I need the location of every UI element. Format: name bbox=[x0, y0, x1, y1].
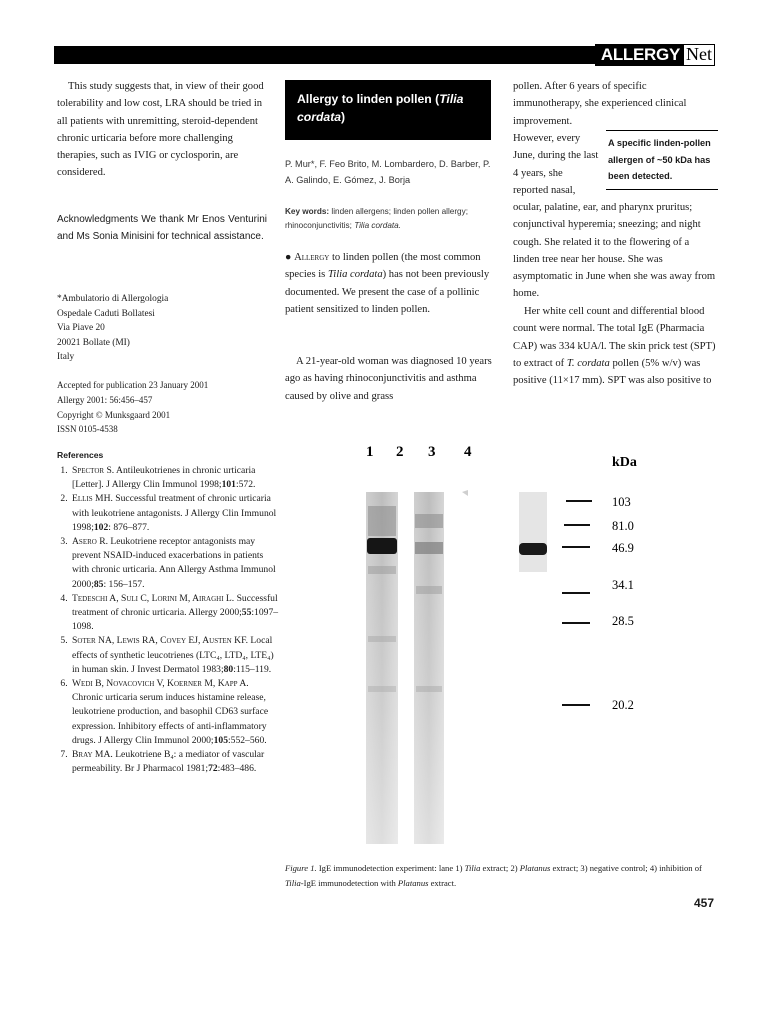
caption-text: -IgE immunodetection with bbox=[300, 878, 398, 888]
caption-italic: Platanus bbox=[397, 878, 429, 888]
marker-lane bbox=[519, 492, 547, 572]
article-title: Allergy to linden pollen (Tilia cordata) bbox=[297, 92, 464, 124]
brand-net: Net bbox=[683, 44, 715, 66]
reference-volume: 102 bbox=[93, 521, 109, 533]
marker-label: 46.9 bbox=[612, 541, 634, 555]
pubinfo-line: Allergy 2001: 56:456–457 bbox=[57, 394, 153, 405]
address-line: 20021 Bollate (MI) bbox=[57, 337, 130, 348]
reference-text: Antileukotrienes in chronic urticaria [Letter]. J Allergy Clin Immunol 1998; bbox=[72, 465, 256, 491]
ack-text: We thank Mr Enos Venturini and Ms Sonia Minisini for technical assistance. bbox=[57, 214, 267, 243]
caption-label: Figure 1. bbox=[285, 863, 317, 873]
marker-tick-28.5 bbox=[562, 614, 634, 628]
reference-text: Successful treatment of chronic urticaria with leukotriene antagonists. J Allergy Clin Immunol 1998; bbox=[72, 493, 277, 533]
reference-text: Leukotriene receptor antagonists may prevent NSAID-induced exacerbations in patients with chronic urticaria. Ann Allergy Asthma Immunol 2000; bbox=[72, 536, 276, 590]
blot-lane-1 bbox=[366, 492, 398, 844]
references-heading: References bbox=[57, 450, 104, 460]
caption-text: extract; 2) bbox=[480, 863, 520, 873]
reference-text: Local effects of synthetic leucotrienes (LTC₄, LTD₄, LTE₄) in human skin. J Invest Dermatol 1983; bbox=[72, 635, 274, 675]
address-line: Italy bbox=[57, 352, 75, 362]
ack-label: Acknowledgments bbox=[57, 214, 139, 225]
caption-italic: Platanus bbox=[519, 863, 551, 873]
author-list: P. Mur*, F. Feo Brito, M. Lombardero, D. Barber, P. A. Galindo, E. Gómez, J. Borja bbox=[285, 159, 491, 185]
figure-caption bbox=[285, 861, 721, 891]
reference-authors: Wedi B, Novacovich V, Koerner M, Kapp A. bbox=[72, 678, 249, 690]
col3-text: Her white cell count and differential blood count were normal. The total IgE (Pharmacia CAP) was 334 kUA/l. The skin prick test (SPT) to extract of bbox=[513, 306, 716, 369]
address-line: *Ambulatorio di Allergologia bbox=[57, 294, 169, 304]
reference-volume: 72 bbox=[208, 763, 218, 775]
reference-volume: 55 bbox=[241, 607, 252, 619]
keywords-label: Key words: bbox=[285, 207, 330, 216]
para1-text-end: ) has not been previously documented. We present the case of a pollinic patient sensitized to linden pollen. bbox=[285, 269, 490, 315]
reference-pages: : 876–877. bbox=[108, 521, 150, 533]
col3-species: T. cordata bbox=[566, 357, 610, 369]
reference-text: Successful treatment of chronic urticaria. Allergy 2000; bbox=[72, 592, 278, 619]
reference-authors: Bray MA. bbox=[72, 749, 113, 761]
reference-item bbox=[70, 492, 280, 535]
reference-authors: Ellis MH. bbox=[72, 493, 113, 505]
col3-para-b: However, every June, during the last 4 years, she reported nasal, bbox=[513, 133, 599, 196]
brand-main: ALLERGY bbox=[595, 44, 683, 66]
pubinfo-line: Copyright © Munksgaard 2001 bbox=[57, 409, 171, 420]
marker-label: 34.1 bbox=[612, 578, 634, 592]
reference-pages: :115–119. bbox=[233, 663, 272, 675]
marker-tick-46.9 bbox=[562, 541, 634, 555]
address-line: Ospedale Caduti Bollatesi bbox=[57, 308, 155, 319]
marker-label: 81.0 bbox=[612, 519, 634, 533]
para1-text: to linden pollen (the most common species is bbox=[285, 252, 481, 281]
reference-pages: :1097–1098. bbox=[72, 607, 279, 633]
reference-item bbox=[70, 535, 280, 592]
keywords-italic: Tilia cordata. bbox=[354, 221, 401, 230]
abstract-paragraph bbox=[285, 249, 495, 318]
blot-image bbox=[356, 436, 716, 848]
kda-title: kDa bbox=[612, 455, 637, 470]
reference-item bbox=[70, 748, 280, 776]
col3-text-end: pollen (5% w/v) was positive (11×17 mm). SPT was also positive to bbox=[513, 357, 712, 387]
caption-italic: Tilia bbox=[285, 878, 301, 888]
address-line: Via Piave 20 bbox=[57, 323, 105, 333]
col3-para-c bbox=[513, 303, 718, 389]
reference-authors: Asero R. bbox=[72, 536, 109, 548]
reference-item bbox=[70, 592, 280, 635]
blot-lane-2-3 bbox=[414, 492, 444, 844]
marker-tick-34.1 bbox=[562, 578, 634, 594]
reference-pages: :552–560. bbox=[228, 734, 267, 746]
keywords-text: linden allergens; linden pollen allergy; rhinoconjunctivitis; bbox=[285, 207, 468, 230]
allergynet-logo bbox=[595, 44, 715, 66]
blot-lane-4 bbox=[462, 490, 468, 496]
immunoblot-figure bbox=[356, 436, 676, 846]
reference-authors: Spector S. bbox=[72, 465, 115, 476]
reference-item bbox=[70, 464, 280, 492]
col3-para-b2: ocular, palatine, ear, and pharynx pruritus; conjunctival hyperemia; sneezing; and night cough. She related it to the flowering of a linden tree near her house. She was asymptomatic in June when she was away from home. bbox=[513, 202, 716, 300]
page-number: 457 bbox=[693, 896, 714, 910]
caption-italic: Tilia bbox=[464, 863, 481, 873]
reference-item bbox=[70, 634, 280, 677]
reference-pages: :572. bbox=[235, 479, 256, 491]
article-title-box bbox=[285, 80, 491, 140]
reference-volume: 101 bbox=[221, 479, 236, 491]
publication-info bbox=[57, 378, 267, 437]
lane-number-3: 3 bbox=[428, 444, 436, 460]
marker-label: 20.2 bbox=[612, 698, 634, 712]
address-block bbox=[57, 292, 267, 365]
caption-text: extract; 3) negative control; 4) inhibition of bbox=[550, 863, 702, 873]
marker-tick-20.2 bbox=[562, 698, 634, 712]
marker-tick-103 bbox=[566, 495, 631, 509]
caption-text: extract. bbox=[428, 878, 457, 888]
reference-volume: 85 bbox=[93, 578, 104, 590]
para1-species: Tilia cordata bbox=[327, 269, 383, 281]
case-paragraph: A 21-year-old woman was diagnosed 10 years ago as having rhinoconjunctivitis and asthma caused by olive and grass bbox=[285, 356, 492, 402]
reference-pages: :483–486. bbox=[217, 763, 257, 775]
lane-number-2: 2 bbox=[396, 444, 404, 460]
reference-volume: 80 bbox=[223, 663, 234, 675]
reference-authors: Tedeschi A, Suli C, Lorini M, Airaghi L. bbox=[72, 592, 235, 604]
lane-number-4: 4 bbox=[464, 444, 472, 460]
pubinfo-line: Accepted for publication 23 January 2001 bbox=[57, 380, 209, 390]
reference-authors: Soter NA, Lewis RA, Covey EJ, Austen KF. bbox=[72, 635, 249, 647]
marker-label: 28.5 bbox=[612, 614, 634, 628]
lane-number-1: 1 bbox=[366, 444, 374, 460]
pull-quote: A specific linden-pollen allergen of ~50 kDa has been detected. bbox=[606, 130, 718, 190]
marker-label: 103 bbox=[612, 495, 631, 509]
reference-text: Leukotriene B₄: a mediator of vascular permeability. Br J Pharmacol 1981; bbox=[72, 749, 265, 775]
pubinfo-line: ISSN 0105-4538 bbox=[57, 424, 118, 435]
reference-text: Chronic urticaria serum induces histamine release, leukotriene production, and basophil CD63 surface expression. Inhibitory effects of anti-inflammatory drugs. J Allergy Clin Immunol 2000; bbox=[72, 692, 269, 746]
keywords bbox=[285, 205, 495, 233]
reference-volume: 105 bbox=[213, 734, 228, 746]
acknowledgments bbox=[57, 211, 267, 246]
marker-tick-81 bbox=[564, 519, 634, 533]
col3-para-a: pollen. After 6 years of specific immunotherapy, she experienced clinical improvement. bbox=[513, 81, 687, 127]
reference-list bbox=[57, 464, 280, 776]
intro-paragraph: This study suggests that, in view of their good tolerability and low cost, LRA should be tried in all patients with unremitting, steroid-dependent chronic urticaria before more challenging therapies, such as IVIG or cyclosporin, are considered. bbox=[57, 81, 264, 179]
reference-item bbox=[70, 677, 280, 748]
lead-word: Allergy bbox=[294, 252, 330, 263]
bullet-icon: ● bbox=[285, 252, 292, 263]
caption-text: IgE immunodetection experiment: lane 1) bbox=[316, 863, 465, 873]
reference-pages: : 156–157. bbox=[103, 578, 145, 590]
